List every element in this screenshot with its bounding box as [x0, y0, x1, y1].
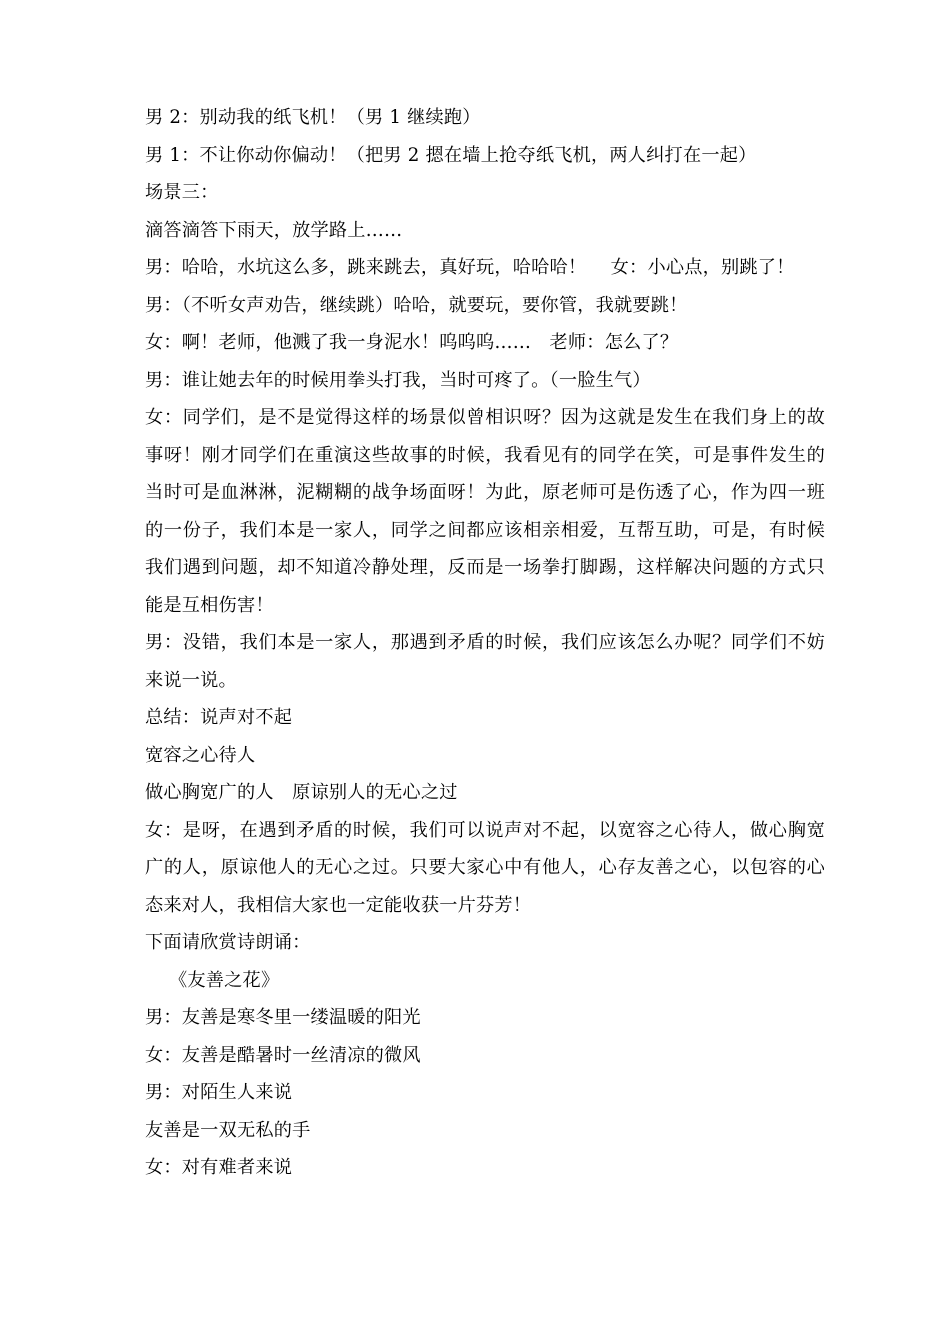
paragraph: 女：是呀，在遇到矛盾的时候，我们可以说声对不起，以宽容之心待人，做心胸宽广的人，原谅他人的无心之过。只要大家心中有他人，心存友善之心，以包容的心态来对人，我相信大家也一定能收获一片芬芳！	[145, 819, 825, 916]
poem-title: 《友善之花》	[169, 969, 280, 991]
summary-line: 做心胸宽广的人 原谅别人的无心之过	[145, 782, 458, 803]
paragraph: 男：没错，我们本是一家人，那遇到矛盾的时候，我们应该怎么办呢？同学们不妨来说一说。	[145, 632, 825, 691]
document-body	[145, 99, 825, 1187]
script-line: 滴答滴答下雨天，放学路上……	[145, 219, 403, 241]
poem-line: 男：对陌生人来说	[145, 1082, 293, 1103]
script-line: 男：谁让她去年的时候用拳头打我，当时可疼了。（一脸生气）	[145, 369, 651, 391]
poem-line: 女：友善是酷暑时一丝清凉的微风	[145, 1044, 421, 1066]
script-line: 女：啊！老师，他溅了我一身泥水！呜呜呜…… 老师：怎么了？	[145, 332, 679, 353]
poem-line: 友善是一双无私的手	[145, 1119, 311, 1141]
script-line: 男 2：别动我的纸飞机！（男 1 继续跑）	[145, 107, 481, 128]
poem-intro: 下面请欣赏诗朗诵：	[145, 932, 311, 953]
summary-line: 总结：说声对不起	[145, 707, 293, 728]
script-line: 男：（不听女声劝告，继续跳）哈哈，就要玩，要你管，我就要跳！	[145, 294, 688, 316]
poem-line: 女：对有难者来说	[145, 1157, 293, 1178]
paragraph: 女：同学们，是不是觉得这样的场景似曾相识呀？因为这就是发生在我们身上的故事呀！刚才同学们在重演这些故事的时候，我看见有的同学在笑，可是事件发生的当时可是血淋淋，泥糊糊的战争场面呀！为此，原老师可是伤透了心，作为四一班的一份子，我们本是一家人，同学之间都应该相亲相爱，互帮互助，可是，有时候我们遇到问题，却不知道冷静处理，反而是一场拳打脚踢，这样解决问题的方式只能是互相伤害！	[145, 407, 825, 616]
scene-heading: 场景三：	[145, 182, 219, 203]
summary-line: 宽容之心待人	[145, 744, 256, 766]
script-line: 男：哈哈，水坑这么多，跳来跳去，真好玩，哈哈哈！ 女：小心点，别跳了！	[145, 257, 795, 278]
script-line: 男 1：不让你动你偏动！（把男 2 摁在墙上抢夺纸飞机，两人纠打在一起）	[145, 144, 757, 166]
poem-line: 男：友善是寒冬里一缕温暖的阳光	[145, 1007, 421, 1028]
